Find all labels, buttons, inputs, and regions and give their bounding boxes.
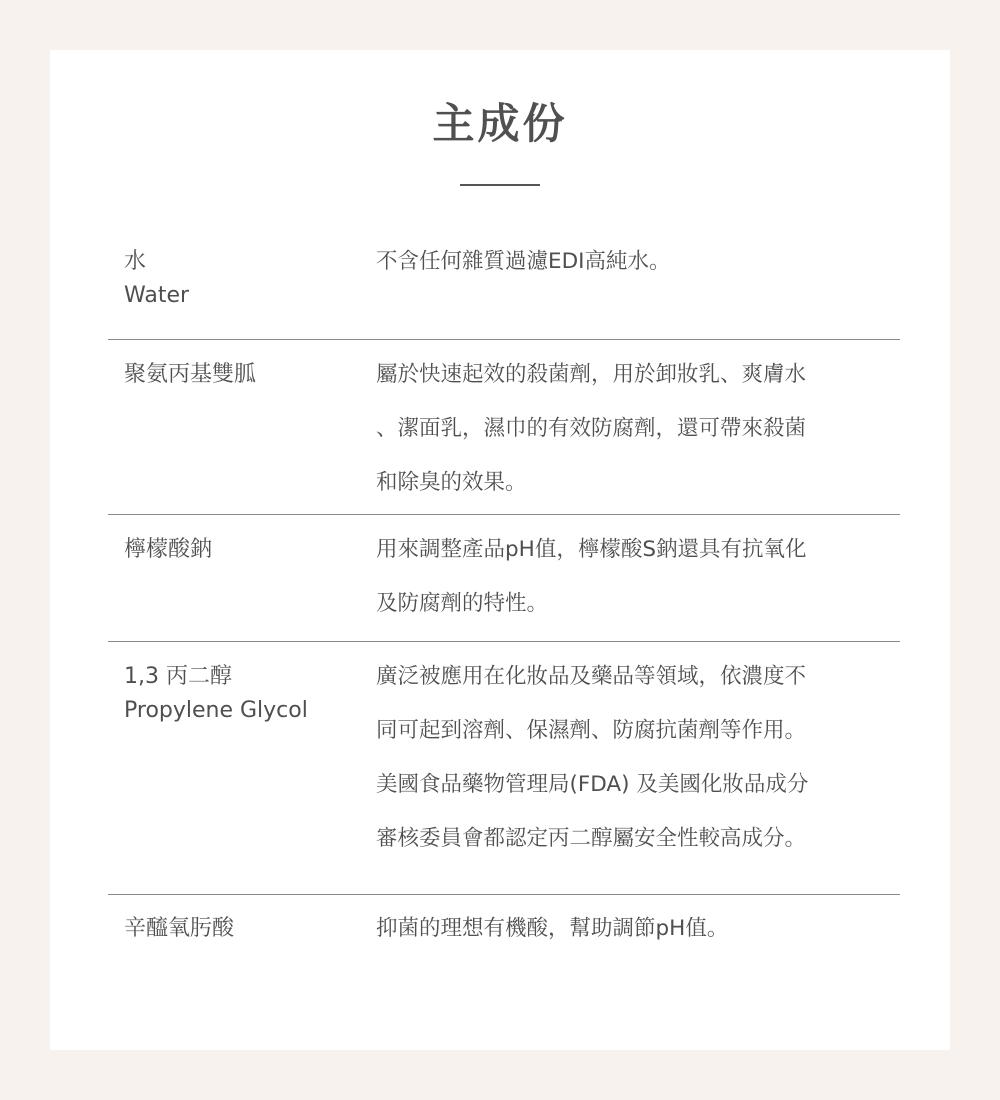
description-line: 屬於快速起效的殺菌劑，用於卸妝乳、爽膚水	[376, 362, 807, 387]
row-divider	[108, 339, 900, 340]
description-line: 同可起到溶劑、保濕劑、防腐抗菌劑等作用。	[376, 718, 807, 743]
description-line: 審核委員會都認定丙二醇屬安全性較高成分。	[376, 826, 807, 851]
ingredient-description	[376, 348, 888, 510]
description-line: 不含任何雜質過濾EDI高純水。	[376, 249, 671, 274]
ingredient-name	[124, 533, 364, 567]
ingredient-name-zh: 水	[124, 249, 147, 274]
ingredient-name	[124, 912, 364, 946]
description-line: 美國食品藥物管理局(FDA) 及美國化妝品成分	[376, 772, 809, 797]
ingredient-name	[124, 358, 364, 392]
ingredient-name	[124, 660, 364, 728]
description-line: 用來調整產品pH值，檸檬酸S鈉還具有抗氧化	[376, 537, 807, 562]
row-divider	[108, 894, 900, 895]
ingredient-name-zh: 辛醯氧肟酸	[124, 916, 235, 941]
title-underline	[460, 184, 540, 186]
ingredient-description	[376, 650, 888, 866]
row-divider	[108, 514, 900, 515]
description-line: 抑菌的理想有機酸，幫助調節pH值。	[376, 916, 729, 941]
ingredient-name-en: Propylene Glycol	[124, 698, 308, 723]
ingredient-name-zh: 檸檬酸鈉	[124, 537, 213, 562]
page-title: 主成份	[432, 99, 568, 148]
description-line: 廣泛被應用在化妝品及藥品等領域，依濃度不	[376, 664, 807, 689]
ingredient-description	[376, 523, 888, 631]
ingredient-name-zh: 1,3 丙二醇	[124, 664, 232, 689]
ingredient-description	[376, 235, 888, 289]
ingredient-name-en: Water	[124, 283, 190, 308]
description-line: 及防腐劑的特性。	[376, 591, 549, 616]
ingredient-name	[124, 245, 364, 313]
ingredient-name-zh: 聚氨丙基雙胍	[124, 362, 257, 387]
ingredient-description	[376, 902, 888, 956]
description-line: 和除臭的效果。	[376, 470, 527, 495]
row-divider	[108, 641, 900, 642]
description-line: 、潔面乳，濕巾的有效防腐劑，還可帶來殺菌	[376, 416, 807, 441]
